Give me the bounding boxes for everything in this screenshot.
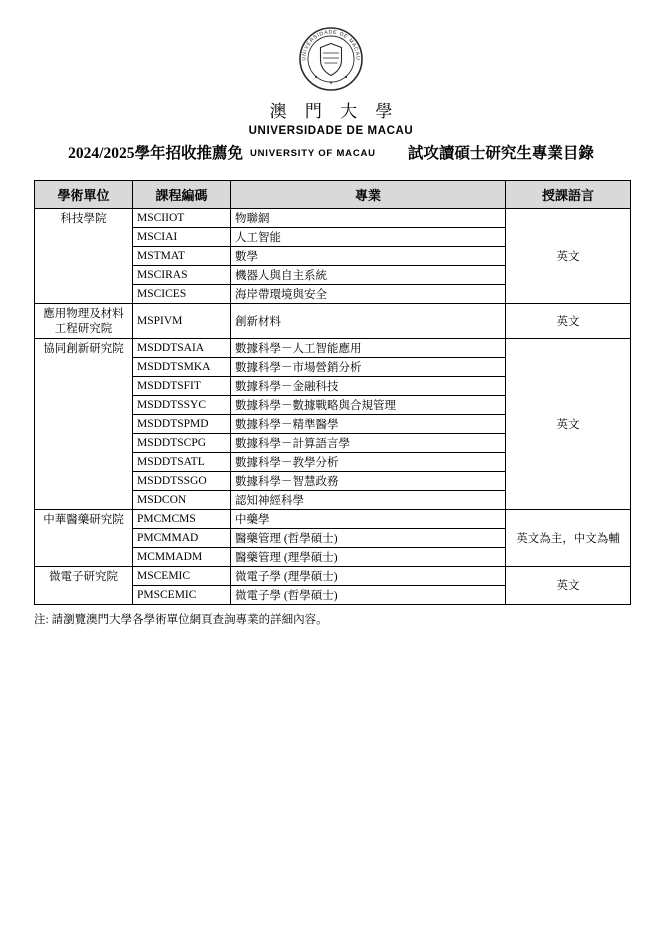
program-name-cell: 數據科學－數據戰略與合規管理 [231,395,506,414]
page-title-left: 2024/2025學年招收推薦免 [68,145,243,162]
program-name-cell: 微電子學 (理學碩士) [231,566,506,585]
program-code-cell: MSCIAI [133,228,231,247]
column-header-program: 專業 [231,181,506,209]
program-name-cell: 人工智能 [231,228,506,247]
program-code-cell: MSDDTSATL [133,452,231,471]
program-code-cell: MSDDTSSYC [133,395,231,414]
table-row [35,338,631,357]
program-name-cell: 數學 [231,247,506,266]
program-code-cell: PMCMMAD [133,528,231,547]
document-header [0,26,662,163]
page-title-right: 試攻讀碩士研究生專業目錄 [407,145,594,162]
program-code-cell: MSCIIOT [133,209,231,228]
university-chinese-name: 澳 門 大 學 [269,102,400,121]
language-cell: 英文 [506,209,631,304]
program-name-cell: 數據科學－金融科技 [231,376,506,395]
table-row [35,209,631,228]
column-header-unit: 學術單位 [35,181,133,209]
program-code-cell: MSDDTSAIA [133,338,231,357]
program-code-cell: MSDCON [133,490,231,509]
table-row [35,509,631,528]
program-code-cell: MSCIRAS [133,266,231,285]
language-cell: 英文 [506,566,631,604]
seal-shield-lines [323,53,339,63]
program-name-cell: 數據科學－智慧政務 [231,471,506,490]
language-cell: 英文 [506,304,631,339]
program-name-cell: 認知神經科學 [231,490,506,509]
language-cell: 英文為主，中文為輔 [506,509,631,566]
program-name-cell: 數據科學－計算語言學 [231,433,506,452]
university-portuguese-name: UNIVERSIDADE DE MACAU [248,125,414,137]
program-name-cell: 醫藥管理 (哲學碩士) [231,528,506,547]
program-name-cell: 數據科學－教學分析 [231,452,506,471]
title-row [0,141,662,163]
column-header-language: 授課語言 [506,181,631,209]
program-code-cell: MSCICES [133,285,231,304]
unit-cell: 協同創新研究院 [35,338,133,509]
program-code-cell: PMCMCMS [133,509,231,528]
program-code-cell: MSDDTSCPG [133,433,231,452]
unit-cell: 中華醫藥研究院 [35,509,133,566]
program-code-cell: MSDDTSMKA [133,357,231,376]
table-row [35,304,631,339]
table-header-row [35,181,631,209]
unit-cell: 微電子研究院 [35,566,133,604]
program-code-cell: MCMMADM [133,547,231,566]
program-name-cell: 醫藥管理 (理學碩士) [231,547,506,566]
seal-arc-text: UNIVERSIDADE DE MACAU [301,29,361,61]
svg-text:UNIVERSIDADE DE MACAU [301,29,360,60]
program-name-cell: 中藥學 [231,509,506,528]
footer-note: 注: 請瀏覽澳門大學各學術單位網頁查詢專業的詳細內容。 [34,613,328,626]
program-name-cell: 物聯網 [231,209,506,228]
program-code-cell: MSTMAT [133,247,231,266]
column-header-code: 課程編碼 [133,181,231,209]
program-table-body [35,209,631,605]
program-code-cell: MSDDTSSGO [133,471,231,490]
language-cell: 英文 [506,338,631,509]
program-code-cell: MSPIVM [133,304,231,339]
program-name-cell: 數據科學－市場營銷分析 [231,357,506,376]
unit-cell: 科技學院 [35,209,133,304]
program-name-cell: 數據科學－人工智能應用 [231,338,506,357]
program-code-cell: MSDDTSPMD [133,414,231,433]
program-name-cell: 海岸帶環境與安全 [231,285,506,304]
program-code-cell: MSDDTSFIT [133,376,231,395]
seal-shield-icon [321,44,342,76]
program-table [34,180,631,605]
program-name-cell: 微電子學 (哲學碩士) [231,585,506,604]
program-code-cell: MSCEMIC [133,566,231,585]
table-row [35,566,631,585]
program-code-cell: PMSCEMIC [133,585,231,604]
program-name-cell: 數據科學－精準醫學 [231,414,506,433]
program-name-cell: 創新材料 [231,304,506,339]
university-seal-logo [298,26,364,92]
program-name-cell: 機器人與自主系統 [231,266,506,285]
university-english-name: UNIVERSITY OF MACAU [249,148,376,159]
unit-cell: 應用物理及材料工程研究院 [35,304,133,339]
